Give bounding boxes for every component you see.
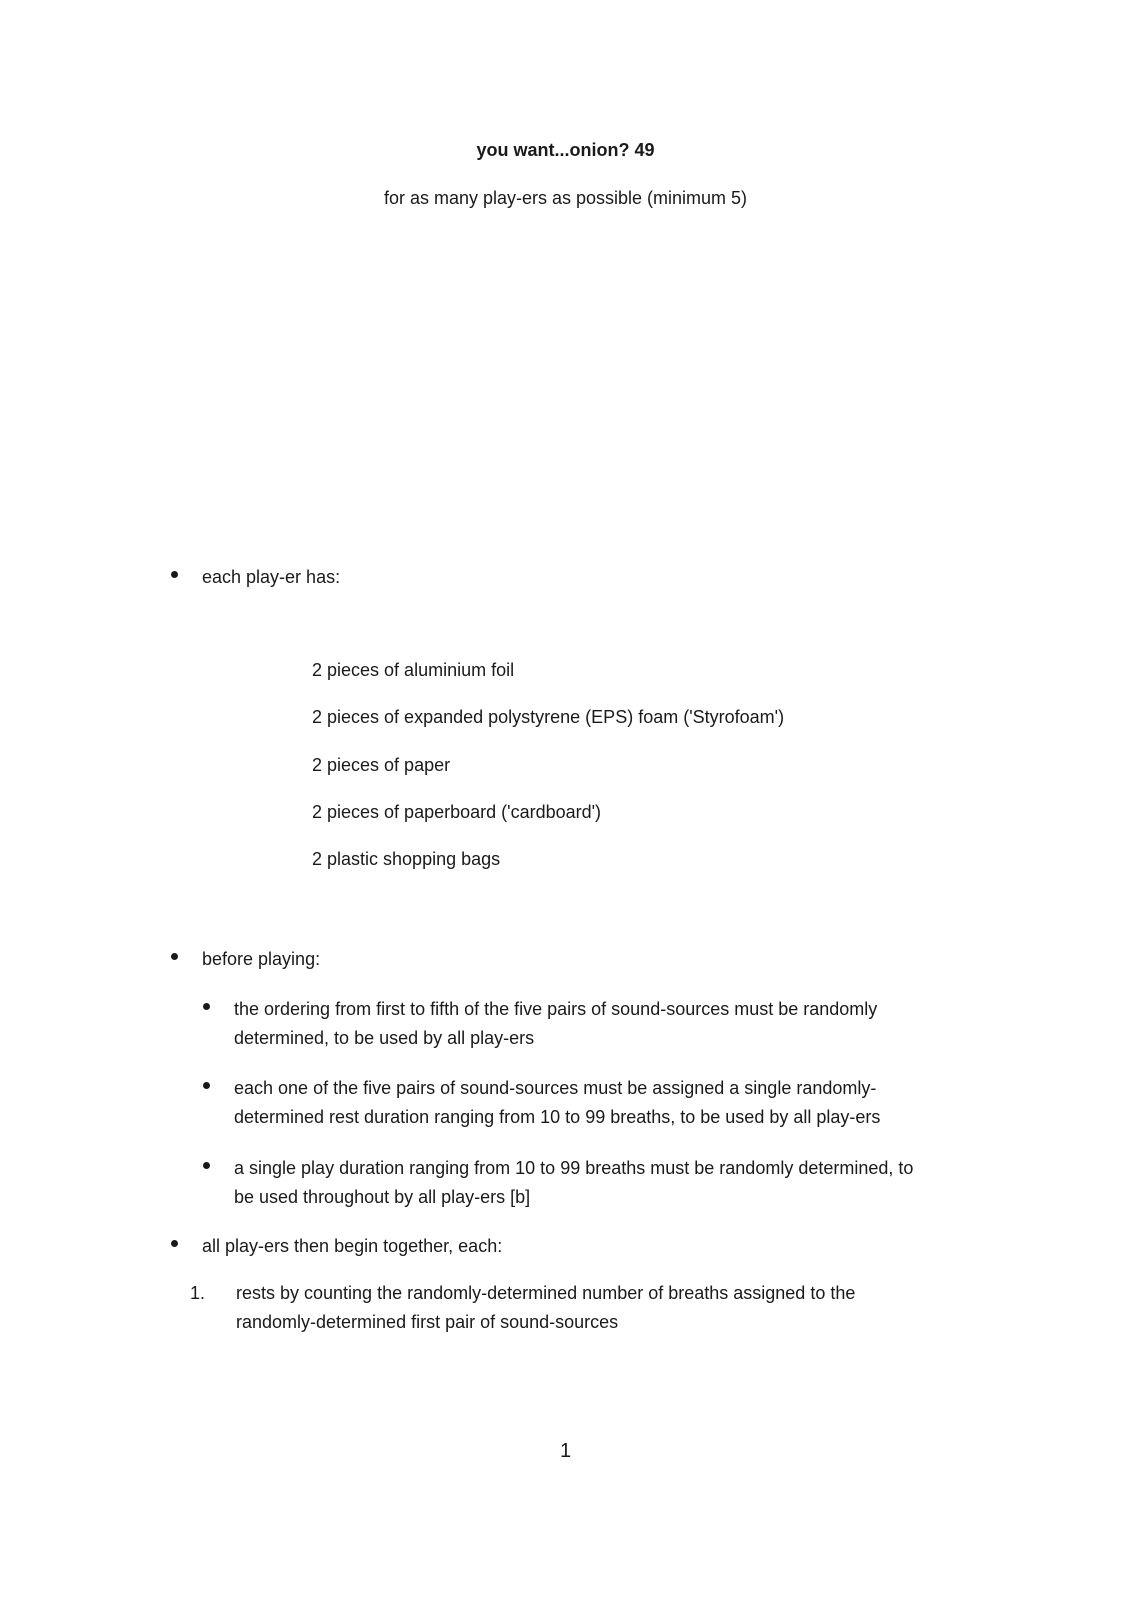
bullet-dot [171, 571, 178, 578]
bullet-dot [203, 1162, 210, 1169]
subitem-line: the ordering from first to fifth of the five pairs of sound-sources must be randomly [234, 999, 878, 1019]
bullet-dot [203, 1003, 210, 1010]
bullet-dot [171, 953, 178, 960]
step-line: randomly-determined first pair of sound-sources [236, 1312, 619, 1332]
subitem-line: a single play duration ranging from 10 to 99 breaths must be randomly determined, to [234, 1158, 914, 1178]
subitem-line: determined, to be used by all play-ers [234, 1028, 535, 1048]
list-item: 2 pieces of aluminium foil [312, 660, 515, 680]
step-number: 1. [190, 1283, 206, 1303]
section-all-heading: all play-ers then begin together, each: [202, 1236, 503, 1256]
subitem-line: determined rest duration ranging from 10 to 99 breaths, to be used by all play-ers [234, 1107, 881, 1127]
bullet-dot [171, 1240, 178, 1247]
page-number: 1 [559, 1440, 572, 1462]
section-each-heading: each play-er has: [202, 567, 341, 587]
step-line: rests by counting the randomly-determined number of breaths assigned to the [236, 1283, 856, 1303]
bullet-dot [203, 1082, 210, 1089]
section-before-heading: before playing: [202, 949, 321, 969]
subitem-line: each one of the five pairs of sound-sources must be assigned a single randomly- [234, 1078, 877, 1098]
subitem-line: be used throughout by all play-ers [b] [234, 1187, 531, 1207]
list-item: 2 pieces of paper [312, 755, 451, 775]
list-item: 2 pieces of paperboard ('cardboard') [312, 802, 602, 822]
page-title: you want...onion? 49 [476, 140, 655, 160]
list-item: 2 pieces of expanded polystyrene (EPS) foam ('Styrofoam') [312, 707, 785, 727]
list-item: 2 plastic shopping bags [312, 849, 501, 869]
page-subtitle: for as many play-ers as possible (minimum 5) [383, 188, 748, 208]
